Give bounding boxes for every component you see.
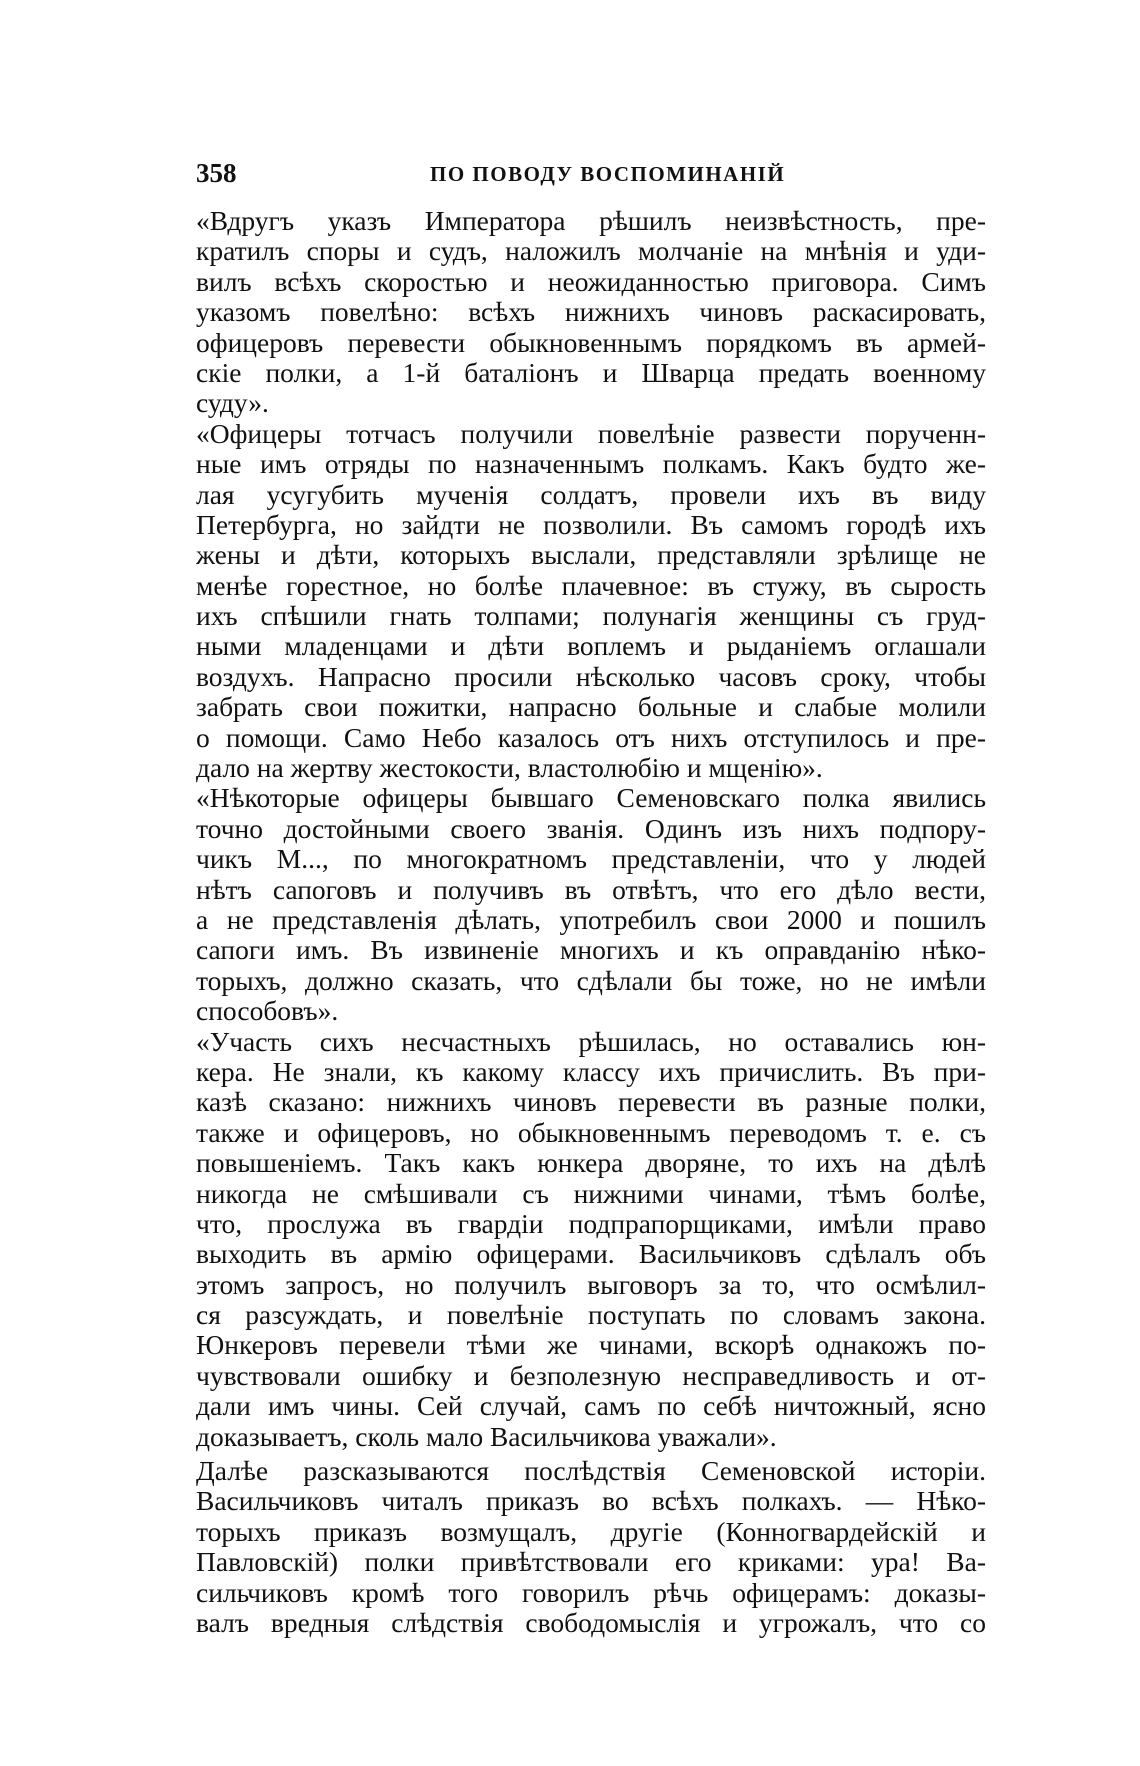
text-line: торыхъ, должно сказать, что сдѣлали бы тоже, но не имѣли: [196, 965, 986, 996]
text-line: чувствовали ошибку и безполезную несправедливость и от-: [196, 1360, 986, 1391]
text-line: этомъ запросъ, но получилъ выговоръ за то, что осмѣлил-: [196, 1269, 986, 1300]
page-number: 358: [196, 158, 237, 188]
text-line: валъ вредныя слѣдствiя свободомыслiя и угрожалъ, что со: [196, 1607, 986, 1638]
text-line: также и офицеровъ, но обыкновеннымъ переводомъ т. е. съ: [196, 1117, 986, 1148]
text-line: казѣ сказано: нижнихъ чиновъ перевести въ разные полки,: [196, 1087, 986, 1118]
text-line: лая усугубить мученiя солдатъ, провели ихъ въ виду: [196, 479, 986, 510]
text-line: Петербурга, но зайдти не позволили. Въ самомъ городѣ ихъ: [196, 509, 986, 540]
text-line: вилъ всѣхъ скоростью и неожиданностью приговора. Симъ: [196, 266, 986, 297]
text-line: жены и дѣти, которыхъ выслали, представляли зрѣлище не: [196, 540, 986, 571]
text-line: офицеровъ перевести обыкновеннымъ порядкомъ въ армей-: [196, 327, 986, 358]
running-head: [196, 158, 986, 192]
text-line: о помощи. Само Небо казалось отъ нихъ отступилось и пре-: [196, 722, 986, 753]
text-line: способовъ».: [196, 996, 339, 1027]
running-title: ПО ПОВОДУ ВОСПОМИНАНIЙ: [430, 162, 786, 186]
text-line: «Офицеры тотчасъ получили повелѣнiе развести порученн-: [196, 418, 986, 449]
text-line: ихъ спѣшили гнать толпами; полунагiя женщины съ груд-: [196, 601, 986, 632]
text-line: Павловскiй) полки привѣтствовали его криками: ура! Ва-: [196, 1547, 986, 1578]
text-line: воздухъ. Напрасно просили нѣсколько часовъ сроку, чтобы: [196, 661, 986, 692]
text-line: ные имъ отряды по назначеннымъ полкамъ. Какъ будто же-: [196, 449, 986, 480]
text-line: Далѣе разсказываются послѣдствiя Семеновской исторiи.: [196, 1456, 986, 1487]
body-text: [196, 206, 986, 1638]
text-line: никогда не смѣшивали съ нижними чинами, тѣмъ болѣе,: [196, 1178, 986, 1209]
text-line: кратилъ споры и судъ, наложилъ молчанiе на мнѣнiя и уди-: [196, 236, 986, 267]
text-line: указомъ повелѣно: всѣхъ нижнихъ чиновъ раскасировать,: [196, 297, 986, 328]
text-line: ся разсуждать, и повелѣнiе поступать по словамъ закона.: [196, 1300, 986, 1331]
text-line: дало на жертву жестокости, властолюбiю и мщенiю».: [196, 753, 823, 784]
text-line: дали имъ чины. Сей случай, самъ по себѣ ничтожный, ясно: [196, 1391, 986, 1422]
text-line: менѣе горестное, но болѣе плачевное: въ стужу, въ сырость: [196, 570, 986, 601]
text-line: а не представленiя дѣлать, употребилъ свои 2000 и пошилъ: [196, 904, 986, 935]
text-line: доказываетъ, сколь мало Васильчикова уважали».: [196, 1421, 777, 1452]
text-line: выходить въ армiю офицерами. Васильчиковъ сдѣлалъ объ: [196, 1239, 986, 1270]
text-line: повышенiемъ. Такъ какъ юнкера дворяне, то ихъ на дѣлѣ: [196, 1148, 986, 1179]
text-line: забрать свои пожитки, напрасно больные и слабые молили: [196, 692, 986, 723]
text-line: ными младенцами и дѣти воплемъ и рыданiемъ оглашали: [196, 631, 986, 662]
text-line: нѣтъ сапоговъ и получивъ въ отвѣтъ, что его дѣло вести,: [196, 874, 986, 905]
text-line: кера. Не знали, къ какому классу ихъ причислить. Въ при-: [196, 1056, 986, 1087]
text-line: сапоги имъ. Въ извиненiе многихъ и къ оправданiю нѣко-: [196, 935, 986, 966]
text-line: торыхъ приказъ возмущалъ, другiе (Конногвардейскiй и: [196, 1516, 986, 1547]
text-line: что, прослужа въ гвардiи подпрапорщиками, имѣли право: [196, 1208, 986, 1239]
text-line: «Вдругъ указъ Императора рѣшилъ неизвѣстность, пре-: [196, 206, 986, 236]
text-line: «Участь сихъ несчастныхъ рѣшилась, но оставались юн-: [196, 1026, 986, 1057]
text-line: сильчиковъ кромѣ того говорилъ рѣчь офицерамъ: доказы-: [196, 1577, 986, 1608]
text-line: Юнкеровъ перевели тѣми же чинами, вскорѣ однакожъ по-: [196, 1330, 986, 1361]
text-line: точно достойными своего званiя. Одинъ изъ нихъ подпору-: [196, 813, 986, 844]
text-line: «Нѣкоторые офицеры бывшаго Семеновскаго полка явились: [196, 783, 986, 814]
text-line: Васильчиковъ читалъ приказъ во всѣхъ полкахъ. — Нѣко-: [196, 1486, 986, 1517]
text-line: чикъ М..., по многократномъ представленiи, что у людей: [196, 844, 986, 875]
text-line: суду».: [196, 388, 269, 419]
text-line: скiе полки, а 1-й баталiонъ и Шварца предать военному: [196, 357, 986, 388]
